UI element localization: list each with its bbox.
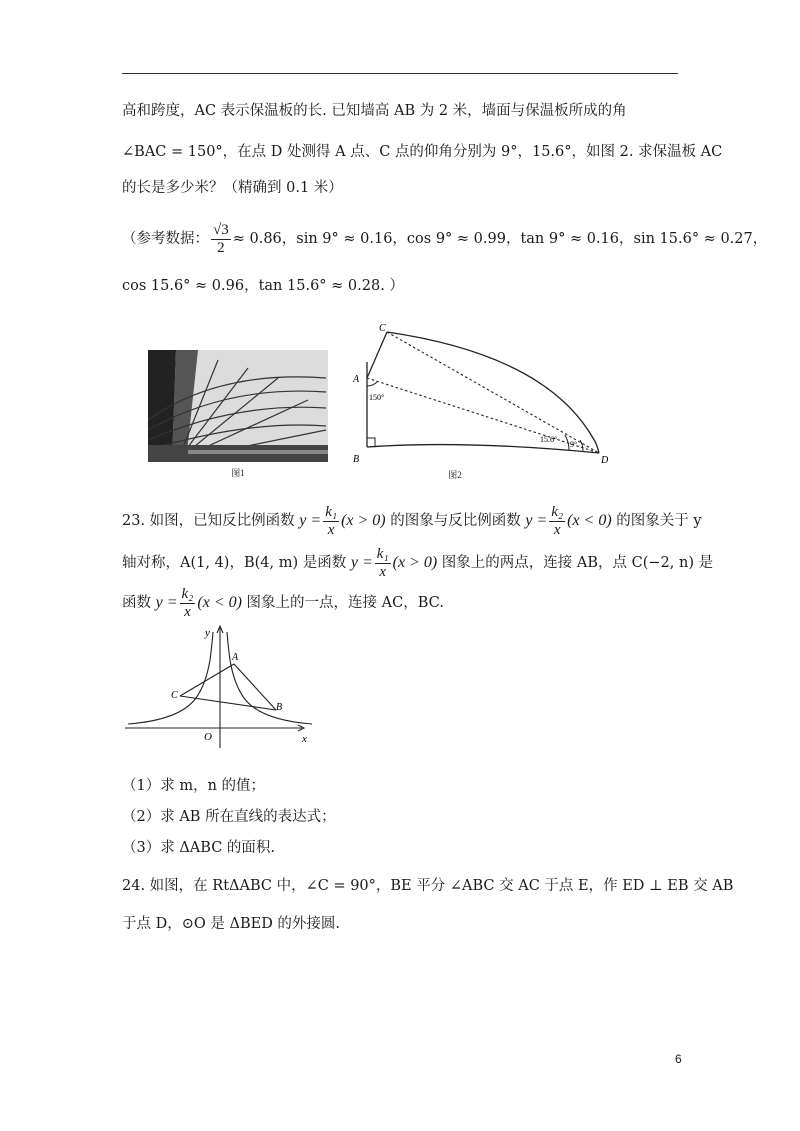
p23-line2: 轴对称，A(1, 4)，B(4, m) 是函数 y = $\frac{\text{k₁}}{x}$ (x > 0) 图象上的两点，连接 AB，点 C(−2, n) 是	[122, 545, 714, 580]
label-D: D	[601, 455, 609, 466]
p23-question2: （2）求 AB 所在直线的表达式；	[122, 809, 336, 825]
segment-CA	[180, 664, 234, 696]
label-C: C	[379, 323, 386, 334]
sightline-DC	[387, 332, 599, 453]
header-rule	[122, 73, 678, 74]
p22-line1: 高和跨度，AC 表示保温板的长. 已知墙高 AB 为 2 米，墙面与保温板所成的角	[122, 103, 627, 119]
label-C: C	[171, 690, 178, 701]
p23-line1: 23. 如图，已知反比例函数 y = $\frac{\text{k₁}}{x}$ (x > 0) 的图象与反比例函数 y = $\frac{\text{k₂}}{x}$ (x < 0) 的图象关于 y	[122, 503, 702, 538]
p22-reference-data	[122, 220, 767, 258]
figure1-caption: 图1	[231, 468, 245, 478]
hyperbola-right	[227, 632, 312, 724]
label-A: A	[353, 374, 360, 385]
label-O: O	[204, 731, 212, 743]
p24-line1: 24. 如图，在 RtΔABC 中，∠C = 90°，BE 平分 ∠ABC 交 AC 于点 E，作 ED ⊥ EB 交 AB	[122, 878, 734, 894]
figure2-diagram	[345, 320, 615, 485]
page-number: 6	[675, 1052, 682, 1066]
sqrt3-over-2: $\frac{√3}{2}$	[213, 221, 229, 256]
fraction-k1-x-2: $\frac{\text{k₁}}{x}$	[376, 545, 389, 580]
p23-question3: （3）求 ΔABC 的面积.	[122, 840, 276, 856]
fraction-k2-x: $\frac{\text{k₂}}{x}$	[551, 503, 564, 538]
ref-prefix: （参考数据：	[122, 231, 209, 247]
figure2-caption: 图2	[448, 470, 462, 480]
board-AC	[367, 332, 387, 378]
segment-CB	[180, 696, 276, 710]
fraction-k1-x: $\frac{\text{k₁}}{x}$	[325, 503, 338, 538]
angle-15-6: 15.6°	[540, 435, 558, 444]
angle-150: 150°	[369, 393, 385, 402]
p24-line2: 于点 D，⊙O 是 ΔBED 的外接圆.	[122, 916, 341, 932]
sightline-DA	[367, 378, 599, 453]
figure3-graph	[120, 620, 315, 750]
p23-question1: （1）求 m，n 的值；	[122, 778, 266, 794]
ref-rest: ≈ 0.86，sin 9° ≈ 0.16，cos 9° ≈ 0.99，tan 9° ≈ 0.16，sin 15.6° ≈ 0.27，	[232, 231, 768, 247]
angle-9: 9°	[570, 440, 578, 449]
hyperbola-left	[128, 632, 213, 724]
p22-line3: 的长是多少米？（精确到 0.1 米）	[122, 180, 343, 196]
fraction-k2-x-2: $\frac{\text{k₂}}{x}$	[181, 585, 194, 620]
label-x: x	[302, 733, 307, 745]
ground-BD	[367, 445, 599, 453]
label-y: y	[205, 627, 210, 639]
label-B: B	[353, 454, 360, 465]
label-A: A	[232, 652, 239, 663]
p22-line2: ∠BAC = 150°，在点 D 处测得 A 点、C 点的仰角分别为 9°，15.6°，如图 2. 求保温板 AC	[122, 144, 723, 160]
figure1-photo	[148, 350, 328, 480]
segment-AB	[234, 664, 276, 710]
p22-line5: cos 15.6° ≈ 0.96，tan 15.6° ≈ 0.28. ）	[122, 278, 404, 294]
label-B: B	[276, 702, 283, 713]
p23-line3: 函数 y = $\frac{\text{k₂}}{x}$ (x < 0) 图象上的一点，连接 AC，BC.	[122, 585, 444, 620]
